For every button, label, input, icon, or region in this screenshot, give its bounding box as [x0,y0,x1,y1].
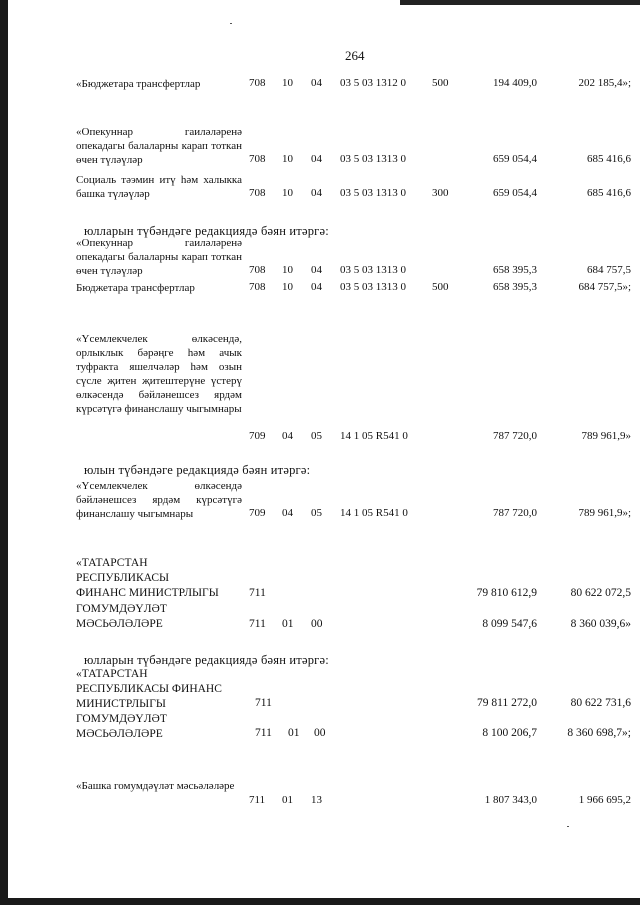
cell-ministry: 708 [249,187,266,199]
cell-ministry: 711 [255,727,272,739]
row-name: «Үсемлекчелек өлкәсендә бәйләнешсез ярдәм күрсәтүгә финанслашу чыгымнары [76,480,242,520]
cell-ministry: 708 [249,264,266,276]
scan-edge-top [400,0,640,5]
row-name-line: ГОМУМДӘҮЛӘТ [76,603,167,615]
row-name-line: «ТАТАРСТАН [76,668,148,680]
cell-sum-1: 8 099 547,6 [482,618,537,630]
row-name [76,602,242,632]
row-name: «Башка гомумдәүләт мәсьәләләре [76,780,235,792]
instruction-heading: юлын түбәндәге редакциядә бәян итәргә: [84,463,311,477]
cell-target: 03 5 03 1313 0 [340,187,406,199]
cell-ministry: 711 [255,697,272,709]
cell-section: 10 [282,153,293,165]
cell-sum-1: 1 807 343,0 [484,794,537,806]
cell-subsection: 04 [311,187,322,199]
cell-sum-2: 80 622 731,6 [570,697,631,709]
row-name: «Үсемлекчелек өлкәсендә, орлыклык бәрәңге һәм ачык туфракта яшелчәләр һәм озын сүсле җитен җитештерүне үстерү өлкәсендә бәйләнешсез ярдәм күрсәтүгә финанслашу чыгымнары [76,333,242,415]
cell-ministry: 709 [249,430,266,442]
cell-sum-2: 202 185,4»; [578,77,631,89]
cell-sum-2: 685 416,6 [587,153,631,165]
cell-section: 04 [282,430,293,442]
row-name-line: ФИНАНС МИНИСТРЛЫГЫ [76,587,219,599]
scan-edge-left [0,0,8,905]
cell-type: 300 [432,187,449,199]
cell-target: 03 5 03 1313 0 [340,153,406,165]
row-name-line: РЕСПУБЛИКАСЫ [76,572,170,584]
cell-section: 10 [282,281,293,293]
cell-ministry: 708 [249,77,266,89]
cell-section: 01 [288,727,300,739]
cell-section: 10 [282,264,293,276]
cell-subsection: 05 [311,430,322,442]
scan-speck [567,826,569,827]
row-name: Бюджетара трансфертлар [76,282,195,294]
row-name [76,556,242,601]
cell-subsection: 13 [311,794,322,806]
scan-speck [230,23,232,24]
cell-sum-1: 79 811 272,0 [477,697,537,709]
cell-ministry: 709 [249,507,266,519]
cell-sum-1: 787 720,0 [493,430,537,442]
cell-section: 10 [282,77,293,89]
cell-sum-2: 684 757,5 [587,264,631,276]
cell-sum-1: 659 054,4 [493,153,537,165]
cell-sum-2: 789 961,9» [581,430,631,442]
cell-subsection: 00 [314,727,326,739]
cell-target: 14 1 05 R541 0 [340,507,408,519]
cell-subsection: 04 [311,281,322,293]
cell-ministry: 708 [249,281,266,293]
row-name: «Бюджетара трансфертлар [76,78,201,90]
cell-type: 500 [432,77,449,89]
cell-sum-2: 685 416,6 [587,187,631,199]
row-name-line: МИНИСТРЛЫГЫ [76,698,166,710]
cell-sum-1: 194 409,0 [493,77,537,89]
cell-subsection: 04 [311,264,322,276]
cell-ministry: 711 [249,618,266,630]
instruction-heading: юлларын түбәндәге редакциядә бәян итәргә: [84,224,329,238]
scan-edge-bottom [0,898,640,905]
cell-sum-1: 659 054,4 [493,187,537,199]
page-number: 264 [345,48,365,63]
cell-type: 500 [432,281,449,293]
cell-target: 14 1 05 R541 0 [340,430,408,442]
row-name [76,667,242,712]
cell-sum-2: 8 360 039,6» [570,618,631,630]
cell-sum-1: 8 100 206,7 [482,727,537,739]
cell-sum-2: 789 961,9»; [578,507,631,519]
row-name-line: ГОМУМДӘҮЛӘТ [76,713,167,725]
cell-sum-2: 80 622 072,5 [570,587,631,599]
cell-subsection: 04 [311,77,322,89]
row-name: «Опекуннар гаиләләренә опекадагы балаларны карап тоткан өчен түләүләр [76,237,242,277]
cell-subsection: 05 [311,507,322,519]
row-name [76,712,242,742]
cell-ministry: 711 [249,794,266,806]
cell-sum-2: 684 757,5»; [578,281,631,293]
cell-target: 03 5 03 1313 0 [340,264,406,276]
cell-sum-2: 1 966 695,2 [578,794,631,806]
row-name: Социаль тәэмин итү һәм халыкка башка түләүләр [76,174,242,200]
row-name-line: РЕСПУБЛИКАСЫ ФИНАНС [76,683,222,695]
cell-sum-1: 658 395,3 [493,281,537,293]
cell-subsection: 04 [311,153,322,165]
cell-sum-2: 8 360 698,7»; [567,727,631,739]
row-name-line: МӘСЬӘЛӘЛӘРЕ [76,728,163,740]
cell-subsection: 00 [311,618,323,630]
cell-section: 10 [282,187,293,199]
cell-ministry: 708 [249,153,266,165]
cell-sum-1: 787 720,0 [493,507,537,519]
cell-target: 03 5 03 1312 0 [340,77,406,89]
instruction-heading: юлларын түбәндәге редакциядә бәян итәргә: [84,653,329,667]
cell-ministry: 711 [249,587,266,599]
row-name: «Опекуннар гаиләләренә опекадагы балаларны карап тоткан өчен түләүләр [76,126,242,166]
cell-section: 01 [282,794,293,806]
cell-section: 04 [282,507,293,519]
cell-section: 01 [282,618,294,630]
row-name-line: МӘСЬӘЛӘЛӘРЕ [76,618,163,630]
row-name-line: «ТАТАРСТАН [76,557,148,569]
cell-target: 03 5 03 1313 0 [340,281,406,293]
cell-sum-1: 658 395,3 [493,264,537,276]
cell-sum-1: 79 810 612,9 [476,587,537,599]
